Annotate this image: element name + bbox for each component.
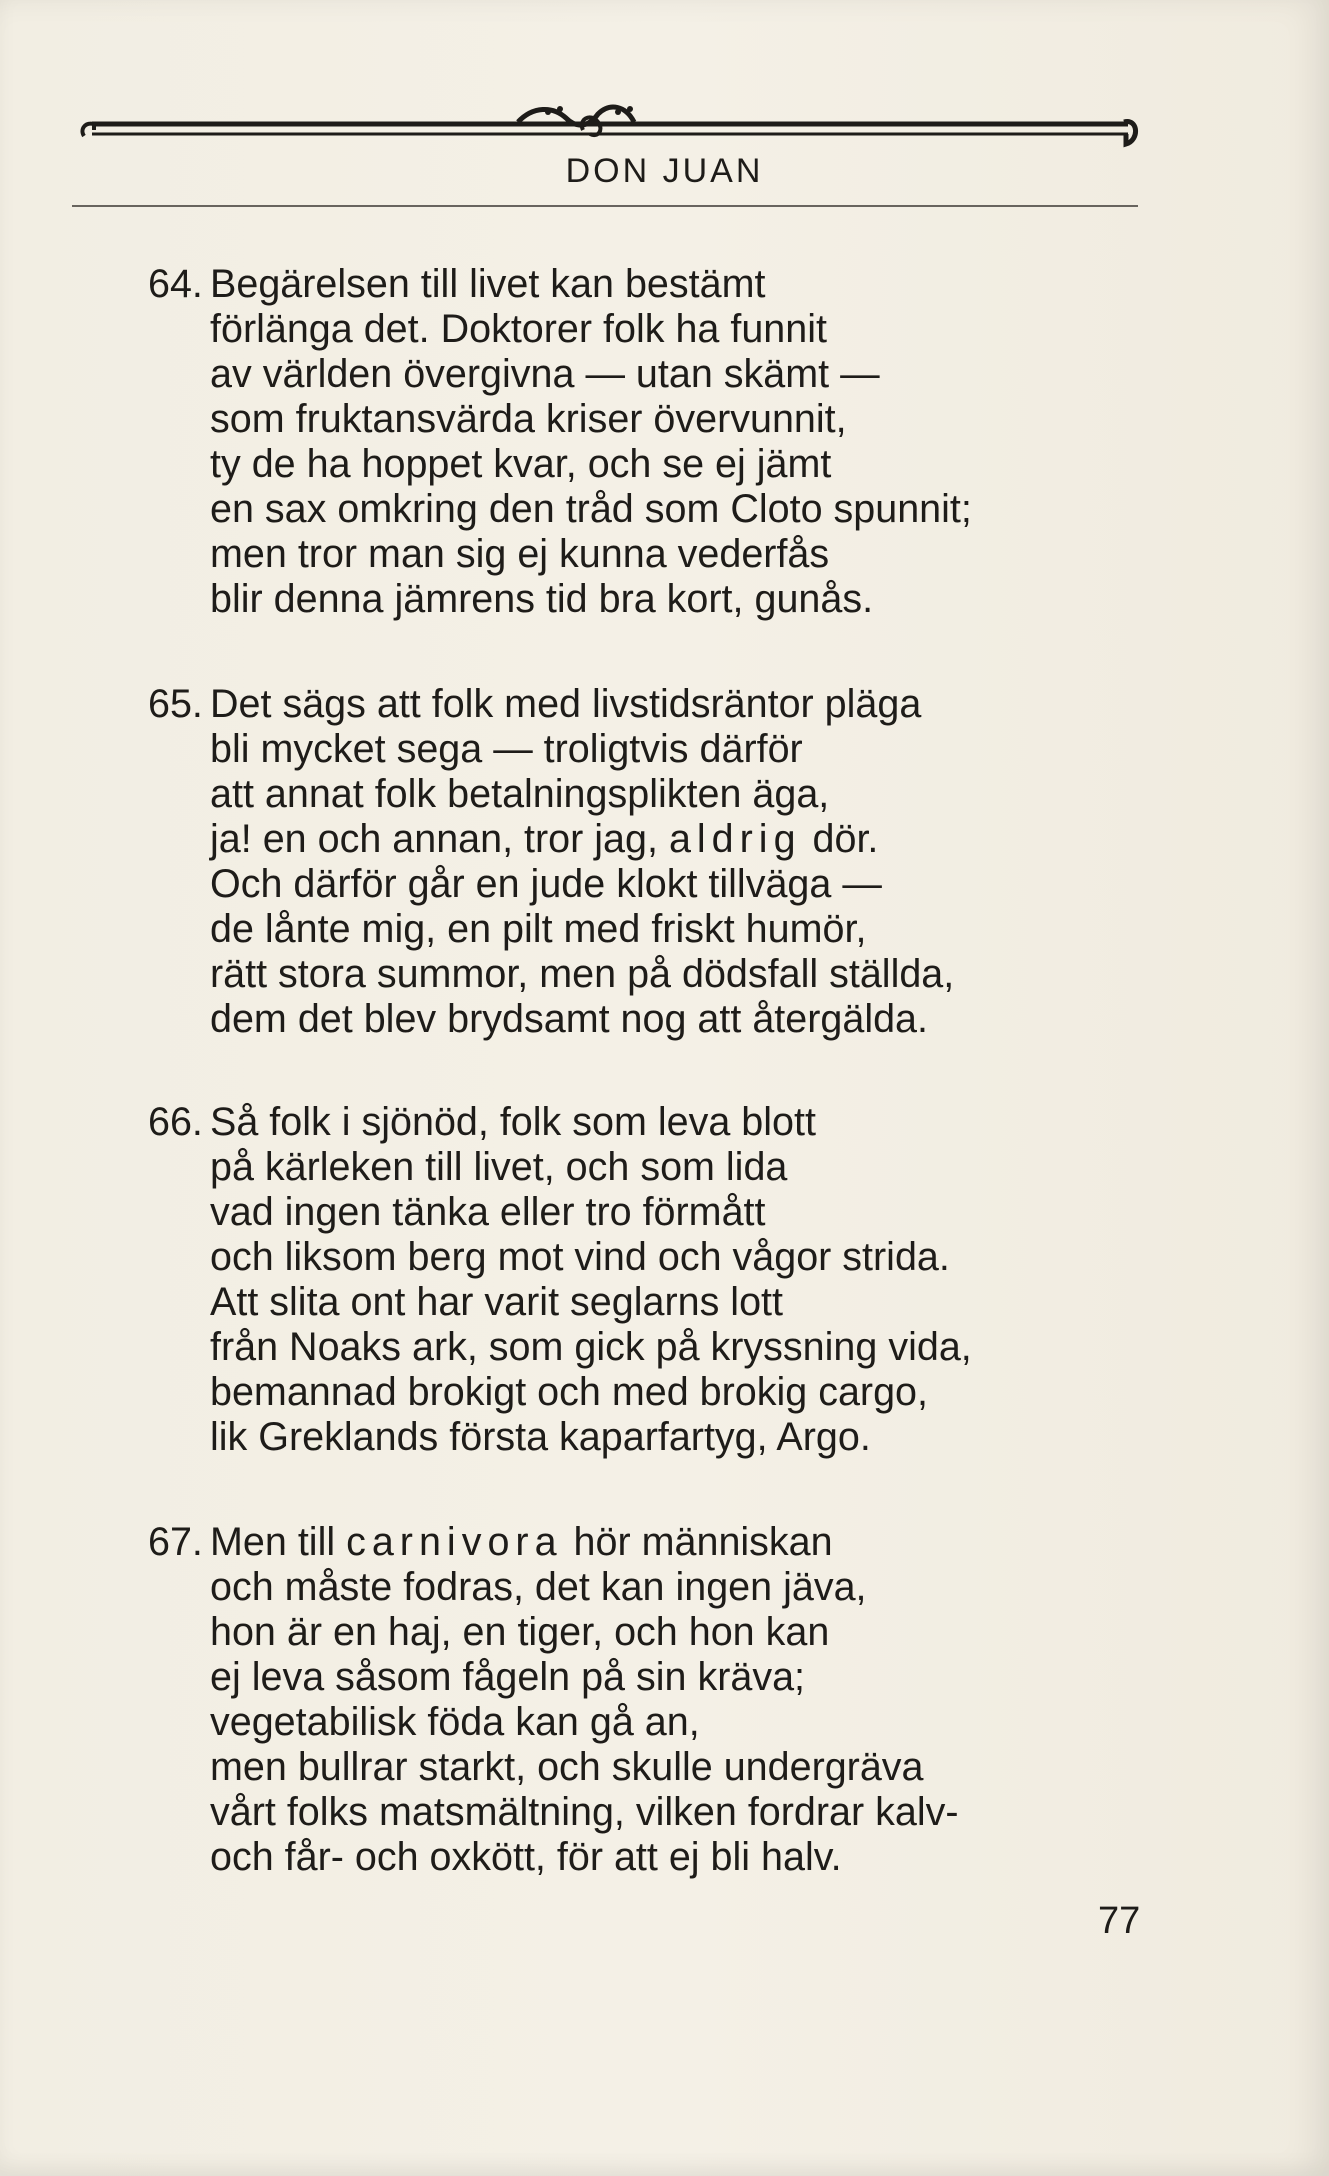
verse-line: bemannad brokigt och med brokig cargo,: [210, 1370, 929, 1414]
verse-line: Och därför går en jude klokt tillväga —: [210, 862, 882, 906]
verse-line: rätt stora summor, men på dödsfall ställda,: [210, 952, 955, 996]
emphasized-word: aldrig: [668, 817, 802, 861]
verse-line: blir denna jämrens tid bra kort, gunås.: [210, 577, 874, 621]
verse-line-text: ja! en och annan, tror jag,: [210, 817, 669, 861]
stanza-number: 64.: [148, 262, 203, 306]
stanza-67: [148, 1520, 1148, 1880]
verse-line: av världen övergivna — utan skämt —: [210, 352, 880, 396]
verse-line: men bullrar starkt, och skulle undergräva: [210, 1745, 924, 1789]
verse-line: ty de ha hoppet kvar, och se ej jämt: [210, 442, 832, 486]
verse-line: Så folk i sjönöd, folk som leva blott: [210, 1100, 816, 1144]
verse-line: lik Greklands första kaparfartyg, Argo.: [210, 1415, 871, 1459]
verse-line-tail: dör.: [801, 817, 879, 861]
verse-line: dem det blev brydsamt nog att återgälda.: [210, 997, 929, 1041]
emphasized-word: carnivora: [346, 1520, 563, 1564]
verse-line: Att slita ont har varit seglarns lott: [210, 1280, 784, 1324]
verse-line: på kärleken till livet, och som lida: [210, 1145, 788, 1189]
verse-line: och får- och oxkött, för att ej bli halv.: [210, 1835, 842, 1879]
verse-line-text: Men till: [210, 1520, 347, 1564]
verse-line: en sax omkring den tråd som Cloto spunnit;: [210, 487, 972, 531]
stanza-number: 65.: [148, 682, 203, 726]
stanza-66: [148, 1100, 1148, 1460]
stanza-number: 67.: [148, 1520, 203, 1564]
verse-line: ej leva såsom fågeln på sin kräva;: [210, 1655, 806, 1699]
verse-line: [210, 1520, 1148, 1565]
verse-line-tail: hör människan: [562, 1520, 833, 1564]
verse-line: vårt folks matsmältning, vilken fordrar kalv-: [210, 1790, 959, 1834]
running-title: DON JUAN: [565, 152, 764, 190]
verse-line: men tror man sig ej kunna vederfås: [210, 532, 830, 576]
stanza-65: [148, 682, 1148, 1042]
verse-line: Begärelsen till livet kan bestämt: [210, 262, 766, 306]
verse-line: och måste fodras, det kan ingen jäva,: [210, 1565, 867, 1609]
stanza-64: [148, 262, 1148, 622]
verse-line: bli mycket sega — troligtvis därför: [210, 727, 803, 771]
header-rule: [72, 205, 1138, 207]
verse-line: [210, 817, 1148, 862]
verse-line: och liksom berg mot vind och vågor strida.: [210, 1235, 950, 1279]
verse-line: från Noaks ark, som gick på kryssning vida,: [210, 1325, 972, 1369]
verse-line: de lånte mig, en pilt med friskt humör,: [210, 907, 867, 951]
verse-line: Det sägs att folk med livstidsräntor pläga: [210, 682, 922, 726]
verse-line: vegetabilisk föda kan gå an,: [210, 1700, 700, 1744]
verse-line: att annat folk betalningsplikten äga,: [210, 772, 830, 816]
page-number: 77: [1098, 1900, 1141, 1942]
header-ornament-icon: [78, 100, 1140, 160]
stanza-number: 66.: [148, 1100, 203, 1144]
verse-line: vad ingen tänka eller tro förmått: [210, 1190, 766, 1234]
verse-line: hon är en haj, en tiger, och hon kan: [210, 1610, 830, 1654]
verse-line: förlänga det. Doktorer folk ha funnit: [210, 307, 827, 351]
verse-line: som fruktansvärda kriser övervunnit,: [210, 397, 847, 441]
